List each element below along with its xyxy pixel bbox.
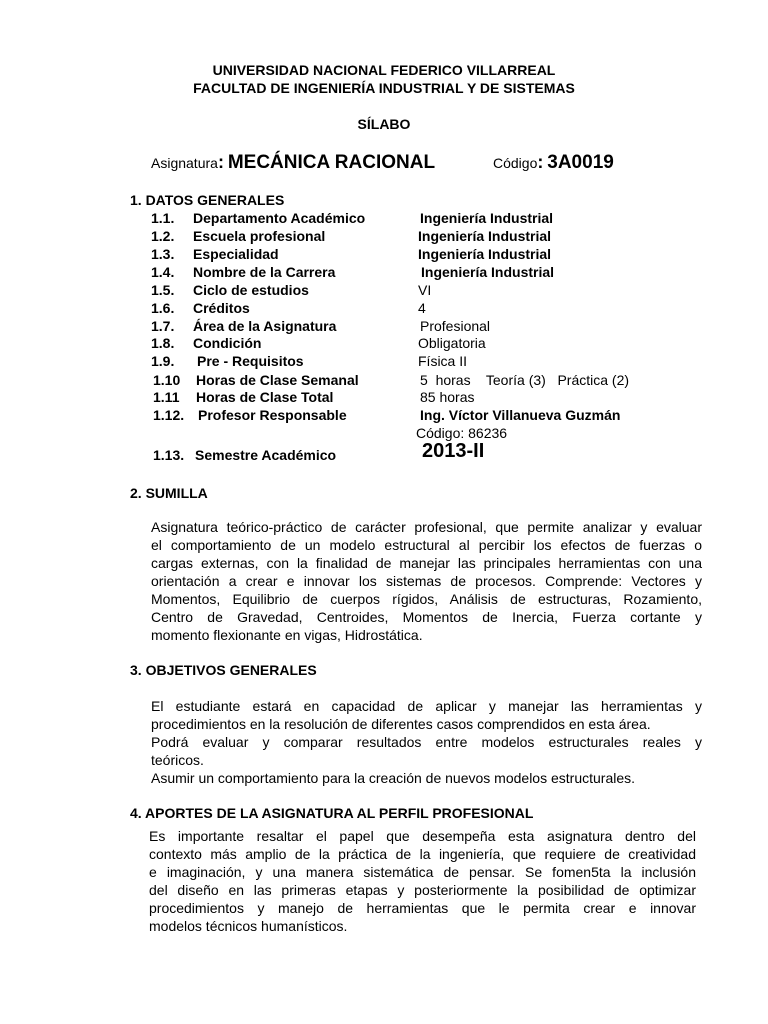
paragraph-line: del diseño en las primeras etapas y posteriormente la posibilidad de optimizar [149,882,696,898]
code-label: Código [493,155,538,171]
row-number: 1.11 [153,389,180,405]
row-value: Ingeniería Industrial [420,210,554,226]
row-number: 1.3. [151,246,175,262]
row-value: Ingeniería Industrial [418,246,552,262]
contributions-paragraph [149,827,696,935]
subject-label: Asignatura [151,155,218,171]
paragraph-line: teóricos. [151,752,204,768]
document-type: SÍLABO [357,116,411,132]
section1-title: 1. DATOS GENERALES [130,192,285,208]
row-label: Créditos [193,300,250,316]
row-number: 1.13. [153,447,185,463]
row-value: Ing. Víctor Villanueva Guzmán [420,407,621,423]
row-number: 1.12. [153,407,185,423]
code-value: 3A0019 [547,152,614,173]
semester-label: Semestre Académico [195,447,337,463]
paragraph-line: procedimientos en la resolución de diferentes casos comprendidos en esta área. [151,716,651,732]
section4-title: 4. APORTES DE LA ASIGNATURA AL PERFIL PROFESIONAL [130,805,534,821]
row-label: Horas de Clase Total [196,389,334,405]
row-value: Obligatoria [418,335,486,351]
row-label: Condición [193,335,262,351]
row-number: 1.6. [151,300,175,316]
paragraph-line: procedimientos y manejo de herramientas que le permita crear e innovar [149,900,696,916]
row-label: Pre - Requisitos [197,353,304,369]
row-value: VI [418,282,432,298]
row-number: 1.1. [151,210,175,226]
row-label: Escuela profesional [193,228,326,244]
row-value: 5 horas Teoría (3) Práctica (2) [420,372,630,388]
paragraph-line: contexto más amplio de la práctica de la ingeniería, que requiere de creatividad [149,846,696,862]
paragraph-line: Momentos, Equilibrio de cuerpos rígidos, Análisis de estructuras, Rozamiento, [151,591,702,607]
paragraph-line: Es importante resaltar el papel que desempeña esta asignatura dentro del [149,828,696,844]
row-number: 1.4. [151,264,175,280]
paragraph-line: Centro de Gravedad, Centroides, Momentos de Inercia, Fuerza cortante y [151,609,702,625]
row-number: 1.5. [151,282,175,298]
paragraph-line: modelos técnicos humanísticos. [149,918,348,934]
sumilla-paragraph [151,518,702,644]
paragraph-line: el comportamiento de un modelo estructural al percibir los efectos de fuerzas o [151,537,702,553]
row-label: Departamento Académico [193,210,366,226]
row-number: 1.2. [151,228,175,244]
row-value: Física II [418,353,468,369]
row-number: 1.7. [151,318,175,334]
row-value: 85 horas [420,389,475,405]
section2-title: 2. SUMILLA [130,485,208,501]
course-subject [151,150,435,175]
paragraph-line: orientación a crear e innovar los sistemas de procesos. Comprende: Vectores y [151,573,702,589]
paragraph-line: Asignatura teórico-práctico de carácter profesional, que permite analizar y evaluar [151,519,702,535]
paragraph-line: El estudiante estará en capacidad de aplicar y manejar las herramientas y [151,698,702,714]
row-label: Horas de Clase Semanal [196,372,359,388]
section3-title: 3. OBJETIVOS GENERALES [130,662,317,678]
row-label: Nombre de la Carrera [193,264,336,280]
code-colon: : [537,152,544,172]
objectives-paragraph [151,697,702,787]
semester-value: 2013-II [422,440,485,462]
university-name: UNIVERSIDAD NACIONAL FEDERICO VILLARREAL [212,62,556,78]
paragraph-line: cargas externas, con la finalidad de manejar las principales herramientas con una [151,555,702,571]
subject-name: MECÁNICA RACIONAL [227,152,436,173]
row-number: 1.10 [153,372,181,388]
row-label: Especialidad [193,246,279,262]
row-label: Ciclo de estudios [193,282,309,298]
row-value: Profesional [420,318,491,334]
paragraph-line: e imaginación, y una manera sistemática de pensar. Se fomen5ta la inclusión [149,864,696,880]
row-number: 1.9. [151,353,175,369]
row-value: Ingeniería Industrial [418,228,552,244]
row-value: 4 [418,300,426,316]
faculty-name: FACULTAD DE INGENIERÍA INDUSTRIAL Y DE SISTEMAS [193,80,575,96]
course-code [493,150,614,175]
subject-colon: : [217,152,224,172]
row-label: Profesor Responsable [198,407,347,423]
paragraph-line: momento flexionante en vigas, Hidrostática. [151,627,423,643]
row-number: 1.8. [151,335,175,351]
row-label: Área de la Asignatura [193,318,337,334]
paragraph-line: Podrá evaluar y comparar resultados entre modelos estructurales reales y [151,734,702,750]
row-value: Ingeniería Industrial [421,264,555,280]
paragraph-line: Asumir un comportamiento para la creación de nuevos modelos estructurales. [151,770,636,786]
professor-code: Código: 86236 [416,425,508,441]
